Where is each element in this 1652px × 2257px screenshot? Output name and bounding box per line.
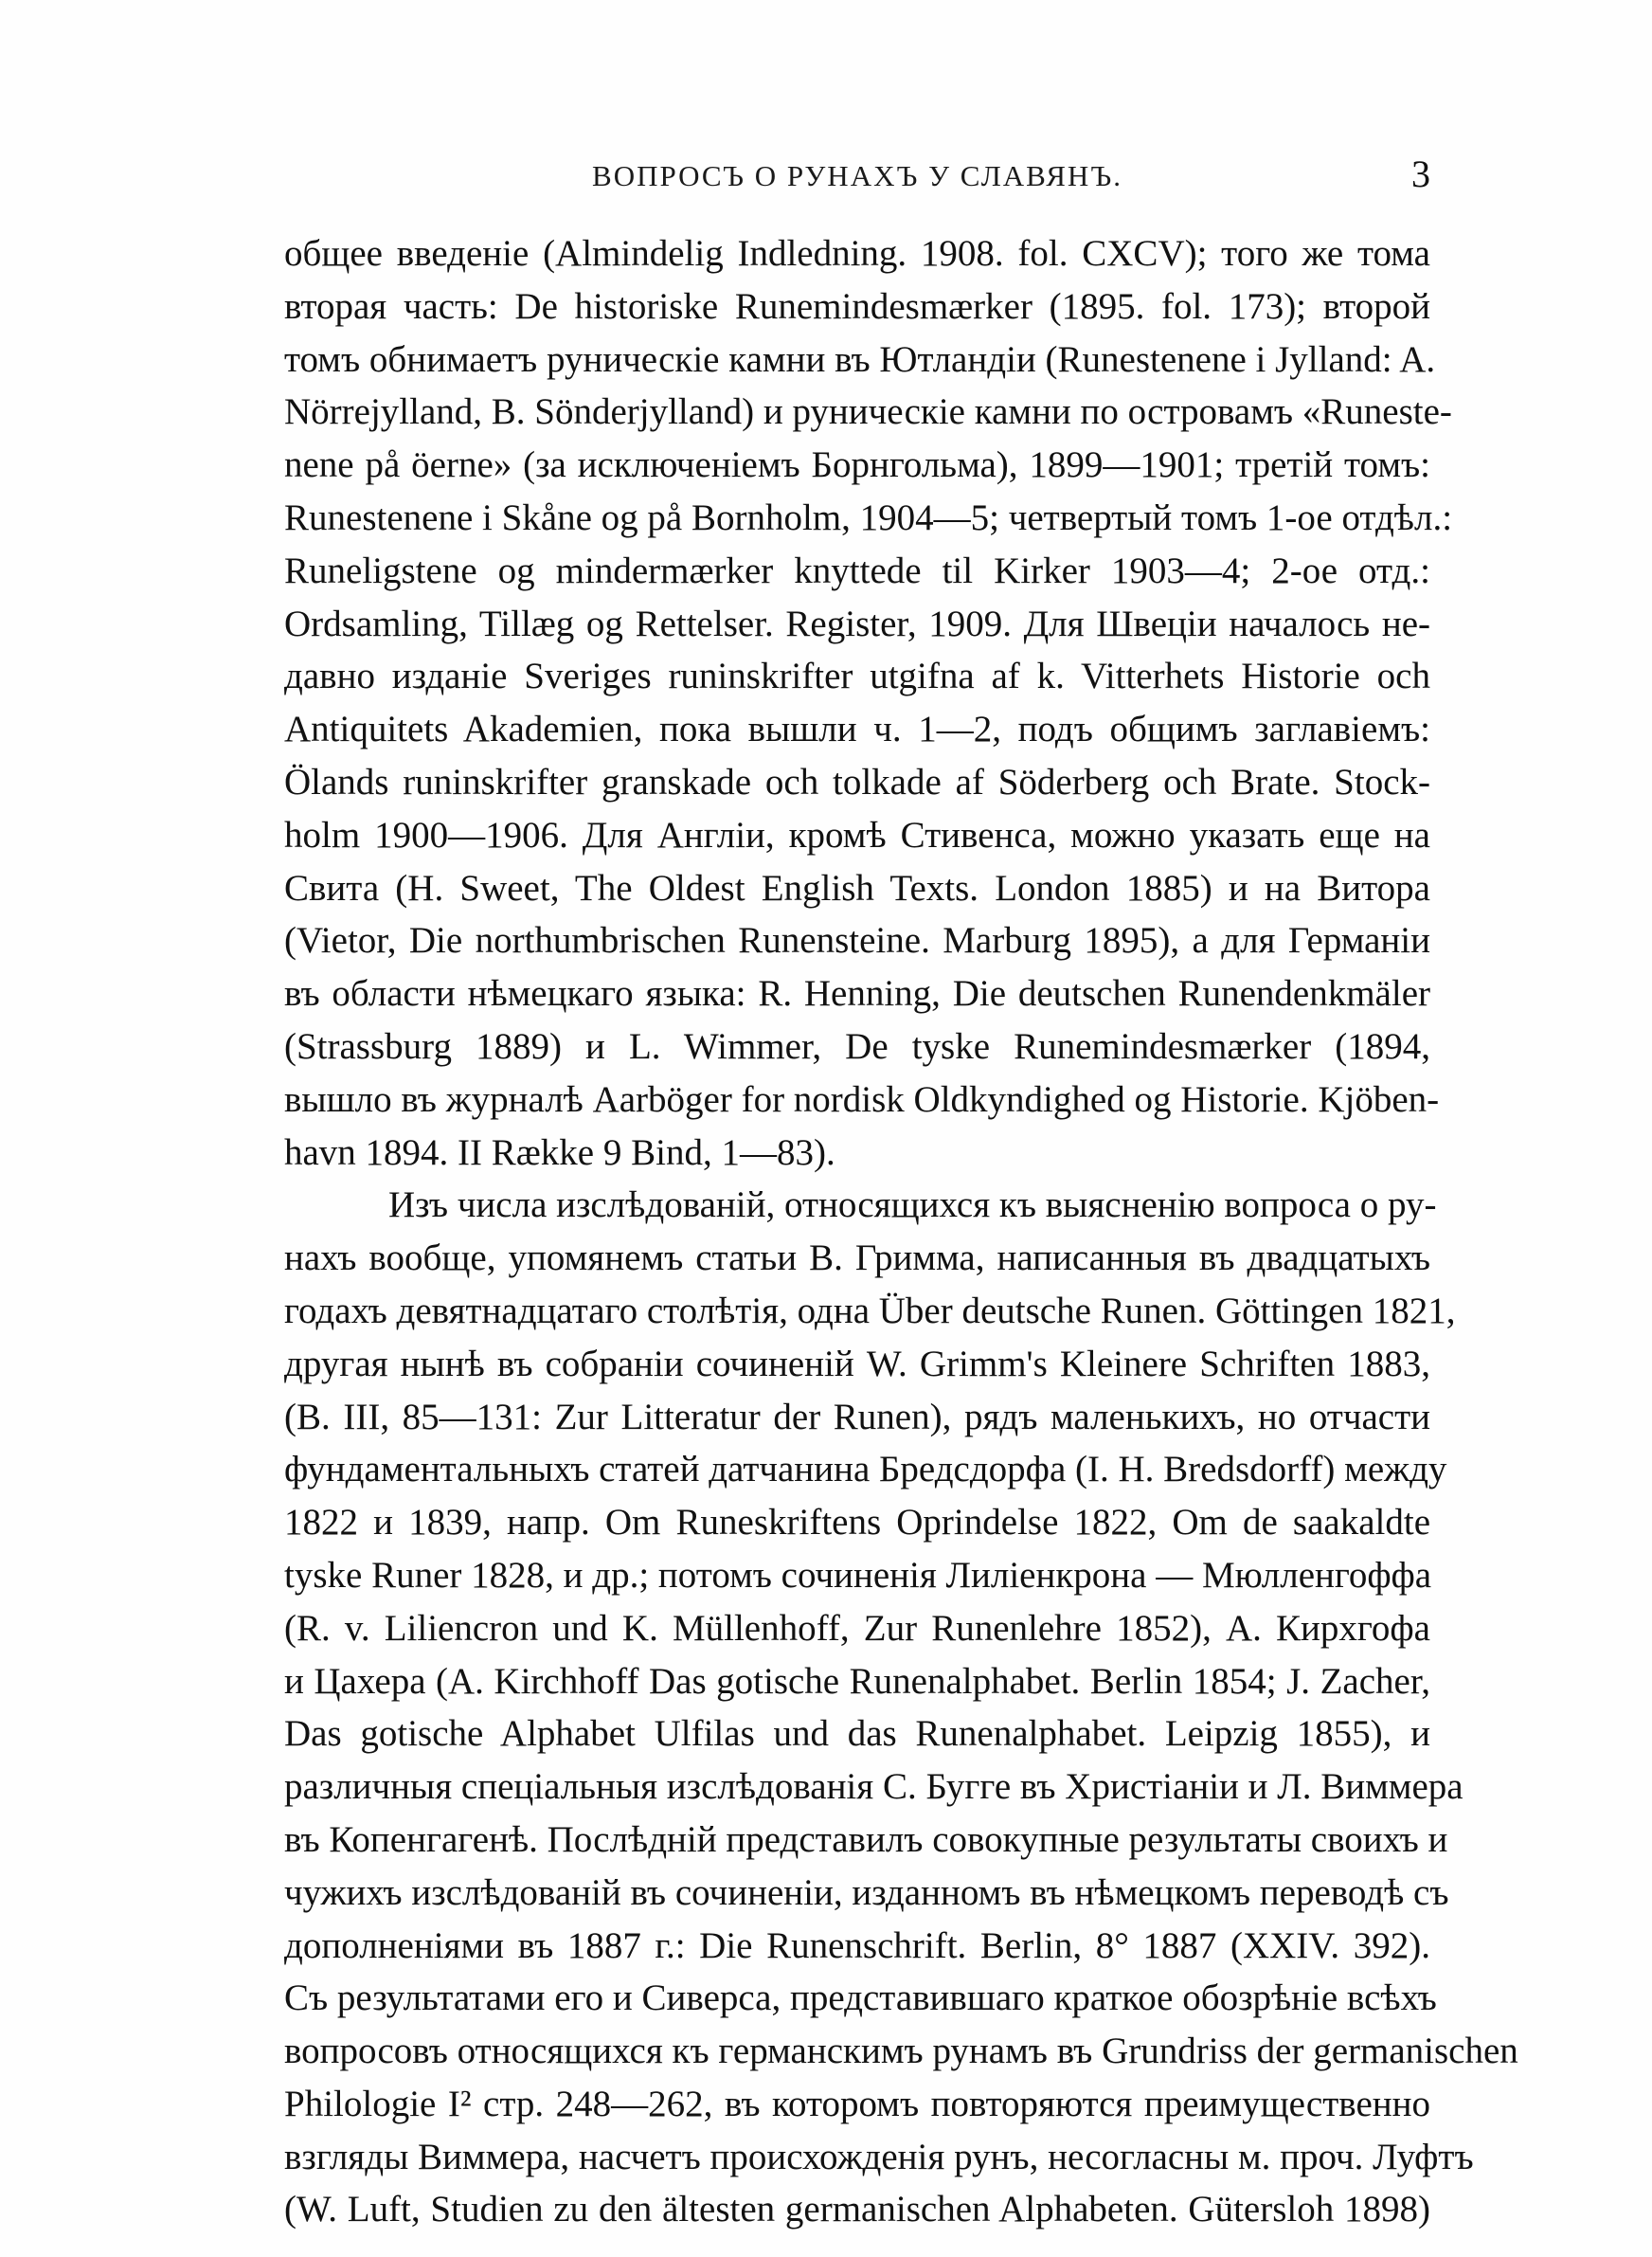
paragraph: [284, 227, 1453, 1179]
text-line: 1822 и 1839, напр. Om Runeskriftens Oprindelse 1822, Om de saakaldte: [284, 1502, 1430, 1544]
text-line: Свита (H. Sweet, The Oldest English Texts. London 1885) и на Витора: [284, 867, 1430, 909]
text-line: (Strassburg 1889) и L. Wimmer, De tyske Runemindesmærker (1894,: [284, 1025, 1430, 1067]
text-line: другая нынѣ въ собраніи сочиненій W. Grimm's Kleinere Schriften 1883,: [284, 1343, 1430, 1384]
text-line: (B. III, 85—131: Zur Litteratur der Runen), рядъ маленькихъ, но отчасти: [284, 1396, 1430, 1437]
text-line: Ordsamling, Tillæg og Rettelser. Register, 1909. Для Швеціи началось не-: [284, 603, 1430, 644]
text-line: Antiquitets Akademien, пока вышли ч. 1—2, подъ общимъ заглавіемъ:: [284, 709, 1430, 750]
text-line: (R. v. Liliencron und K. Müllenhoff, Zur Runenlehre 1852), А. Кирхгофа: [284, 1607, 1430, 1649]
text-line: (Vietor, Die northumbrischen Runensteine. Marburg 1895), а для Германіи: [284, 920, 1430, 962]
text-line: годахъ девятнадцатаго столѣтія, одна Über deutsche Runen. Göttingen 1821,: [284, 1290, 1456, 1331]
body-text: [284, 227, 1518, 2236]
running-head: [284, 152, 1430, 208]
text-line: Nörrejylland, B. Sönderjylland) и руническіе камни по островамъ «Runeste-: [284, 391, 1452, 433]
text-line: holm 1900—1906. Для Англіи, кромѣ Стивенса, можно указать еще на: [284, 814, 1430, 856]
text-line: tyske Runer 1828, и др.; потомъ сочиненія Лиліенкрона — Мюлленгоффа: [284, 1554, 1432, 1596]
text-line: дополненіями въ 1887 г.: Die Runenschrift. Berlin, 8° 1887 (XXIV. 392).: [284, 1924, 1430, 1966]
text-line: общее введеніе (Almindelig Indledning. 1908. fol. CXCV); того же тома: [284, 233, 1430, 274]
text-line: чужихъ изслѣдованій въ сочиненіи, изданномъ въ нѣмецкомъ переводѣ съ: [284, 1871, 1449, 1913]
text-line: Съ результатами его и Сиверса, представившаго краткое обозрѣніе всѣхъ: [284, 1977, 1437, 2019]
text-line: въ области нѣмецкаго языка: R. Henning, Die deutschen Runendenkmäler: [284, 973, 1430, 1015]
text-line: (W. Luft, Studien zu den ältesten germanischen Alphabeten. Gütersloh 1898): [284, 2189, 1430, 2230]
text-line: фундаментальныхъ статей датчанина Бредсдорфа (I. H. Bredsdorff) между: [284, 1449, 1447, 1490]
text-line: въ Копенгагенѣ. Послѣдній представилъ совокупные результаты своихъ и: [284, 1818, 1448, 1860]
text-line: havn 1894. II Række 9 Bind, 1—83).: [284, 1131, 835, 1173]
text-line: Runestenene i Skåne og på Bornholm, 1904—5; четвертый томъ 1-ое отдѣл.:: [284, 497, 1453, 538]
text-line: и Цахера (A. Kirchhoff Das gotische Runenalphabet. Berlin 1854; J. Zacher,: [284, 1660, 1430, 1702]
text-line: нахъ вообще, упомянемъ статьи В. Гримма, написанныя въ двадцатыхъ: [284, 1237, 1430, 1279]
text-line: различныя спеціальныя изслѣдованія С. Бугге въ Христіаніи и Л. Виммера: [284, 1766, 1463, 1808]
text-line: вопросовъ относящихся къ германскимъ рунамъ въ Grundriss der germanischen: [284, 2031, 1518, 2072]
text-line: вышло въ журналѣ Aarböger for nordisk Oldkyndighed og Historie. Kjöben-: [284, 1078, 1440, 1120]
text-line: Ölands runinskrifter granskade och tolkade af Söderberg och Brate. Stock-: [284, 761, 1430, 803]
page-number: 3: [1411, 153, 1430, 195]
text-line: Runeligstene og mindermærker knyttede til Kirker 1903—4; 2-ое отд.:: [284, 550, 1430, 591]
text-line: nene på öerne» (за исключеніемъ Борнгольма), 1899—1901; третій томъ:: [284, 444, 1430, 486]
text-line: давно изданіе Sveriges runinskrifter utgifna af k. Vitterhets Historie och: [284, 656, 1430, 697]
text-line: Изъ числа изслѣдованій, относящихся къ выясненію вопроса о ру-: [388, 1184, 1437, 1226]
text-line: томъ обнимаетъ руническіе камни въ Ютландіи (Runestenene i Jylland: A.: [284, 338, 1436, 380]
running-title: ВОПРОСЪ О РУНАХЪ У СЛАВЯНЪ.: [592, 159, 1122, 192]
text-line: Philologie I² стр. 248—262, въ которомъ повторяются преимущественно: [284, 2083, 1430, 2124]
text-line: Das gotische Alphabet Ulfilas und das Runenalphabet. Leipzig 1855), и: [284, 1713, 1430, 1755]
text-line: взгляды Виммера, насчетъ происхожденія рунъ, несогласны м. проч. Луфтъ: [284, 2136, 1474, 2177]
paragraph: [284, 1179, 1518, 2236]
text-line: вторая часть: De historiske Runemindesmærker (1895. fol. 173); второй: [284, 285, 1430, 327]
